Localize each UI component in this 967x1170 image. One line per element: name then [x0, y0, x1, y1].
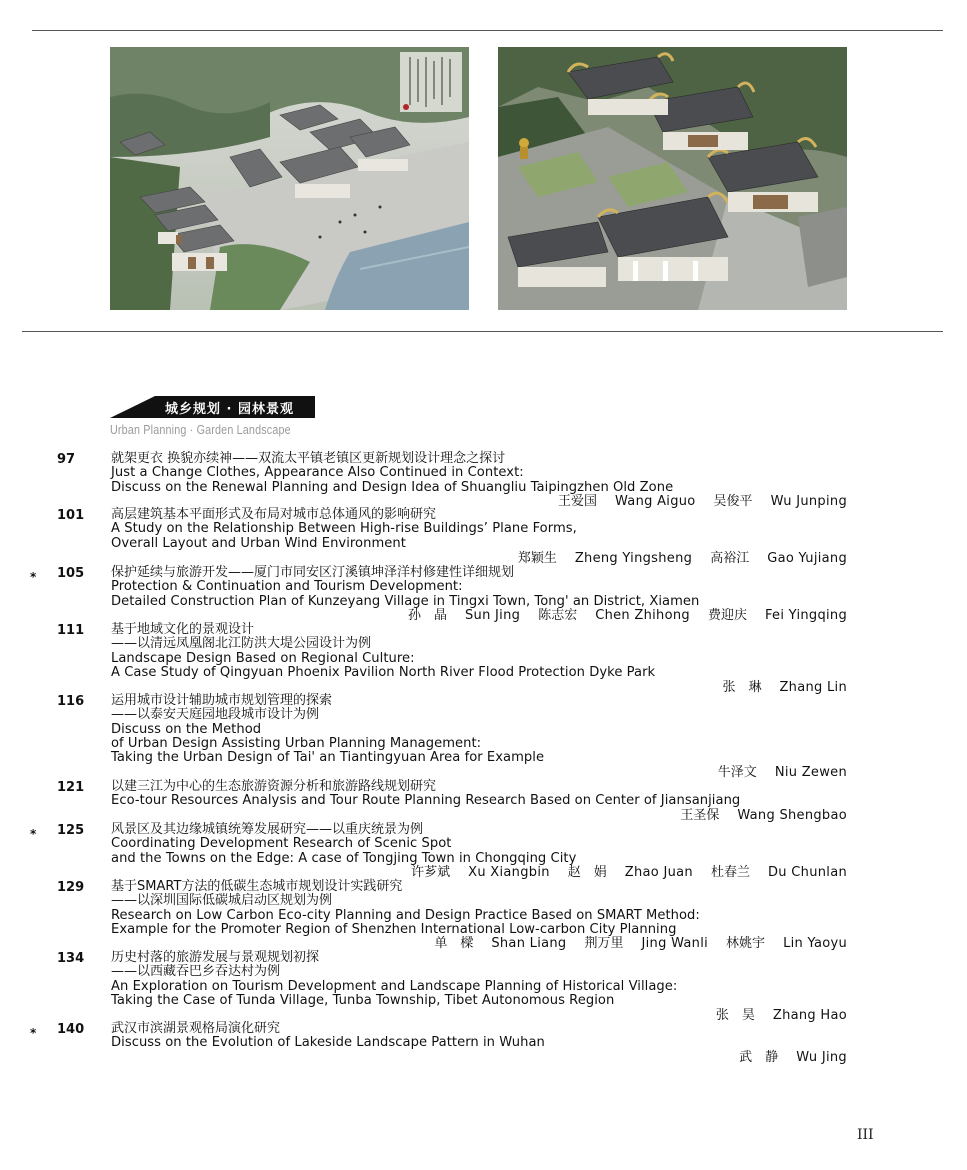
author: [568, 865, 693, 880]
toc-authors: [716, 1008, 847, 1023]
toc-authors: [558, 494, 847, 509]
toc-page-number[interactable]: 111: [57, 623, 85, 638]
author-name-en: Zhang Hao: [772, 1008, 847, 1023]
toc-page-number[interactable]: 97: [57, 452, 76, 467]
toc-title: [111, 508, 851, 551]
toc-authors: [518, 551, 847, 566]
author-name-en: Wu Jing: [796, 1050, 847, 1065]
toc-title-line: Overall Layout and Urban Wind Environment: [111, 535, 406, 551]
author-name-cn: 牛泽文: [717, 765, 757, 780]
toc-title: [111, 694, 851, 765]
section-title-en: Urban Planning · Garden Landscape: [110, 423, 291, 437]
author-name-en: Fei Yingqing: [764, 608, 847, 623]
author-name-en: Niu Zewen: [774, 765, 847, 780]
author: [722, 680, 847, 695]
toc-title-line: 武汉市滨湖景观格局演化研究: [111, 1021, 281, 1036]
toc-authors: [411, 865, 847, 880]
toc-title-line: 运用城市设计辅助城市规划管理的探索: [111, 693, 333, 708]
author: [711, 865, 847, 880]
toc-title-line: 基于地域文化的景观设计: [111, 622, 255, 637]
author-name-en: Du Chunlan: [768, 865, 847, 880]
author-name-cn: 吴俊平: [713, 494, 753, 509]
author: [411, 865, 550, 880]
toc-title-line: Discuss on the Method: [111, 721, 262, 737]
toc-title-line: Discuss on the Evolution of Lakeside Landscape Pattern in Wuhan: [111, 1035, 545, 1051]
toc-authors: [680, 808, 847, 823]
toc-title-line: 高层建筑基本平面形式及布局对城市总体通风的影响研究: [111, 507, 437, 522]
toc-title: [111, 951, 851, 1008]
page-number: III: [857, 1127, 874, 1143]
toc-title-line: A Case Study of Qingyuan Phoenix Pavilion North River Flood Protection Dyke Park: [111, 664, 656, 680]
author-name-cn: 林姚宇: [726, 936, 766, 951]
author-name-en: Sun Jing: [464, 608, 521, 623]
toc-page-number[interactable]: 121: [57, 780, 85, 795]
toc-page-number[interactable]: 101: [57, 508, 85, 523]
toc-title-line: and the Towns on the Edge: A case of Tongjing Town in Chongqing City: [111, 850, 577, 866]
toc-title-line: Protection & Continuation and Tourism Development:: [111, 579, 463, 595]
author-name-cn: 赵 娟: [567, 865, 607, 880]
toc-title-line: Landscape Design Based on Regional Culture:: [111, 650, 415, 666]
author: [680, 808, 847, 823]
toc-authors: [722, 680, 847, 695]
author-name-en: Gao Yujiang: [767, 551, 847, 566]
toc-title-line: A Study on the Relationship Between High-rise Buildings’ Plane Forms,: [111, 521, 577, 537]
toc-page-number[interactable]: 134: [57, 951, 85, 966]
aerial-rendering-right: [498, 47, 847, 310]
toc-title-line: Just a Change Clothes, Appearance Also Continued in Context:: [111, 465, 524, 481]
toc-title-line: Taking the Case of Tunda Village, Tunba Township, Tibet Autonomous Region: [111, 992, 615, 1008]
toc-title: [111, 452, 851, 495]
author-name-cn: 王圣保: [680, 808, 720, 823]
author: [739, 1050, 847, 1065]
toc-title: [111, 623, 851, 680]
toc-title-line: 风景区及其边缘城镇统筹发展研究——以重庆统景为例: [111, 822, 424, 837]
author-name-cn: 许芗斌: [411, 865, 451, 880]
author-name-en: Wang Aiguo: [614, 494, 696, 509]
toc-page-number[interactable]: 140: [57, 1022, 85, 1037]
toc-title-line: ——以深圳国际低碳城启动区规划为例: [111, 893, 333, 909]
author-name-en: Zheng Yingsheng: [574, 551, 693, 566]
toc-title-line: ——以泰安天庭园地段城市设计为例: [111, 707, 320, 723]
toc-title: [111, 823, 851, 866]
aerial-rendering-left: [110, 47, 469, 310]
toc-title-line: Example for the Promoter Region of Shenzhen International Low-carbon City Planning: [111, 921, 677, 937]
toc-authors: [718, 765, 847, 780]
author: [518, 551, 692, 566]
author-name-cn: 郑颖生: [517, 551, 557, 566]
author-name-cn: 王爱国: [557, 494, 597, 509]
toc-page-number[interactable]: 116: [57, 694, 85, 709]
author-name-cn: 张 琳: [722, 680, 762, 695]
author: [585, 936, 709, 951]
toc-title-line: ——以清远凤凰阁北江防洪大堤公园设计为例: [111, 636, 372, 652]
author-name-cn: 杜春兰: [710, 865, 750, 880]
top-rule: [32, 30, 943, 31]
toc-title: [111, 780, 851, 809]
author: [716, 1008, 847, 1023]
toc-title-line: 基于SMART方法的低碳生态城市规划设计实践研究: [111, 879, 403, 894]
toc-title-line: Detailed Construction Plan of Kunzeyang Village in Tingxi Town, Tong' an District, Xiamen: [111, 593, 700, 609]
author-name-en: Zhao Juan: [624, 865, 693, 880]
toc-title: [111, 566, 851, 609]
toc-authors: [739, 1050, 847, 1065]
author-name-en: Xu Xiangbin: [468, 865, 550, 880]
author-name-en: Shan Liang: [491, 936, 567, 951]
author: [718, 765, 847, 780]
toc-title: [111, 880, 851, 937]
author-name-en: Jing Wanli: [641, 936, 709, 951]
author-name-cn: 武 静: [739, 1050, 779, 1065]
author-name-cn: 费迎庆: [707, 608, 747, 623]
toc-title: [111, 1022, 851, 1051]
toc-page-number[interactable]: 125: [57, 823, 85, 838]
toc-title-line: 就架更衣 换貌亦续神——双流太平镇老镇区更新规划设计理念之探讨: [111, 451, 506, 466]
author-name-cn: 孙 晶: [407, 608, 447, 623]
author-name-en: Chen Zhihong: [595, 608, 690, 623]
author: [710, 551, 847, 566]
toc-title-line: Taking the Urban Design of Tai' an Tiantingyuan Area for Example: [111, 750, 545, 766]
toc-title-line: of Urban Design Assisting Urban Planning Management:: [111, 735, 482, 751]
author-name-cn: 高裕江: [710, 551, 750, 566]
author: [538, 608, 690, 623]
toc-title-line: An Exploration on Tourism Development and Landscape Planning of Historical Village:: [111, 978, 678, 994]
toc-title-line: Discuss on the Renewal Planning and Design Idea of Shuangliu Taipingzhen Old Zone: [111, 479, 674, 495]
author-name-en: Zhang Lin: [779, 680, 847, 695]
author-name-en: Lin Yaoyu: [783, 936, 847, 951]
author: [708, 608, 847, 623]
toc-authors: [434, 936, 847, 951]
recommended-star-icon: *: [30, 827, 37, 841]
author: [714, 494, 847, 509]
author-name-cn: 张 昊: [715, 1008, 755, 1023]
toc-title-line: Coordinating Development Research of Scenic Spot: [111, 836, 452, 852]
recommended-star-icon: *: [30, 570, 37, 584]
toc-title-line: Eco-tour Resources Analysis and Tour Route Planning Research Based on Center of Jiansanjiang: [111, 793, 741, 809]
author-name-cn: 单 樑: [434, 936, 474, 951]
toc-page-number[interactable]: 129: [57, 880, 85, 895]
recommended-star-icon: *: [30, 1026, 37, 1040]
section-title-cn: 城乡规划 · 园林景观: [165, 402, 294, 417]
author-name-en: Wu Junping: [770, 494, 847, 509]
toc-title-line: 以建三江为中心的生态旅游资源分析和旅游路线规划研究: [111, 779, 437, 794]
toc-authors: [408, 608, 847, 623]
section-banner: [110, 394, 320, 420]
middle-rule: [22, 331, 943, 332]
author-name-cn: 荆万里: [584, 936, 624, 951]
author-name-cn: 陈志宏: [538, 608, 578, 623]
toc-title-line: ——以西藏吞巴乡吞达村为例: [111, 964, 281, 980]
author: [408, 608, 520, 623]
author: [726, 936, 847, 951]
author-name-en: Wang Shengbao: [737, 808, 847, 823]
toc-title-line: Research on Low Carbon Eco-city Planning and Design Practice Based on SMART Method:: [111, 907, 700, 923]
author: [434, 936, 566, 951]
toc-page-number[interactable]: 105: [57, 566, 85, 581]
toc-title-line: 保护延续与旅游开发——厦门市同安区汀溪镇坤泽洋村修建性详细规划: [111, 565, 515, 580]
author: [558, 494, 696, 509]
toc-title-line: 历史村落的旅游发展与景观规划初探: [111, 950, 320, 965]
